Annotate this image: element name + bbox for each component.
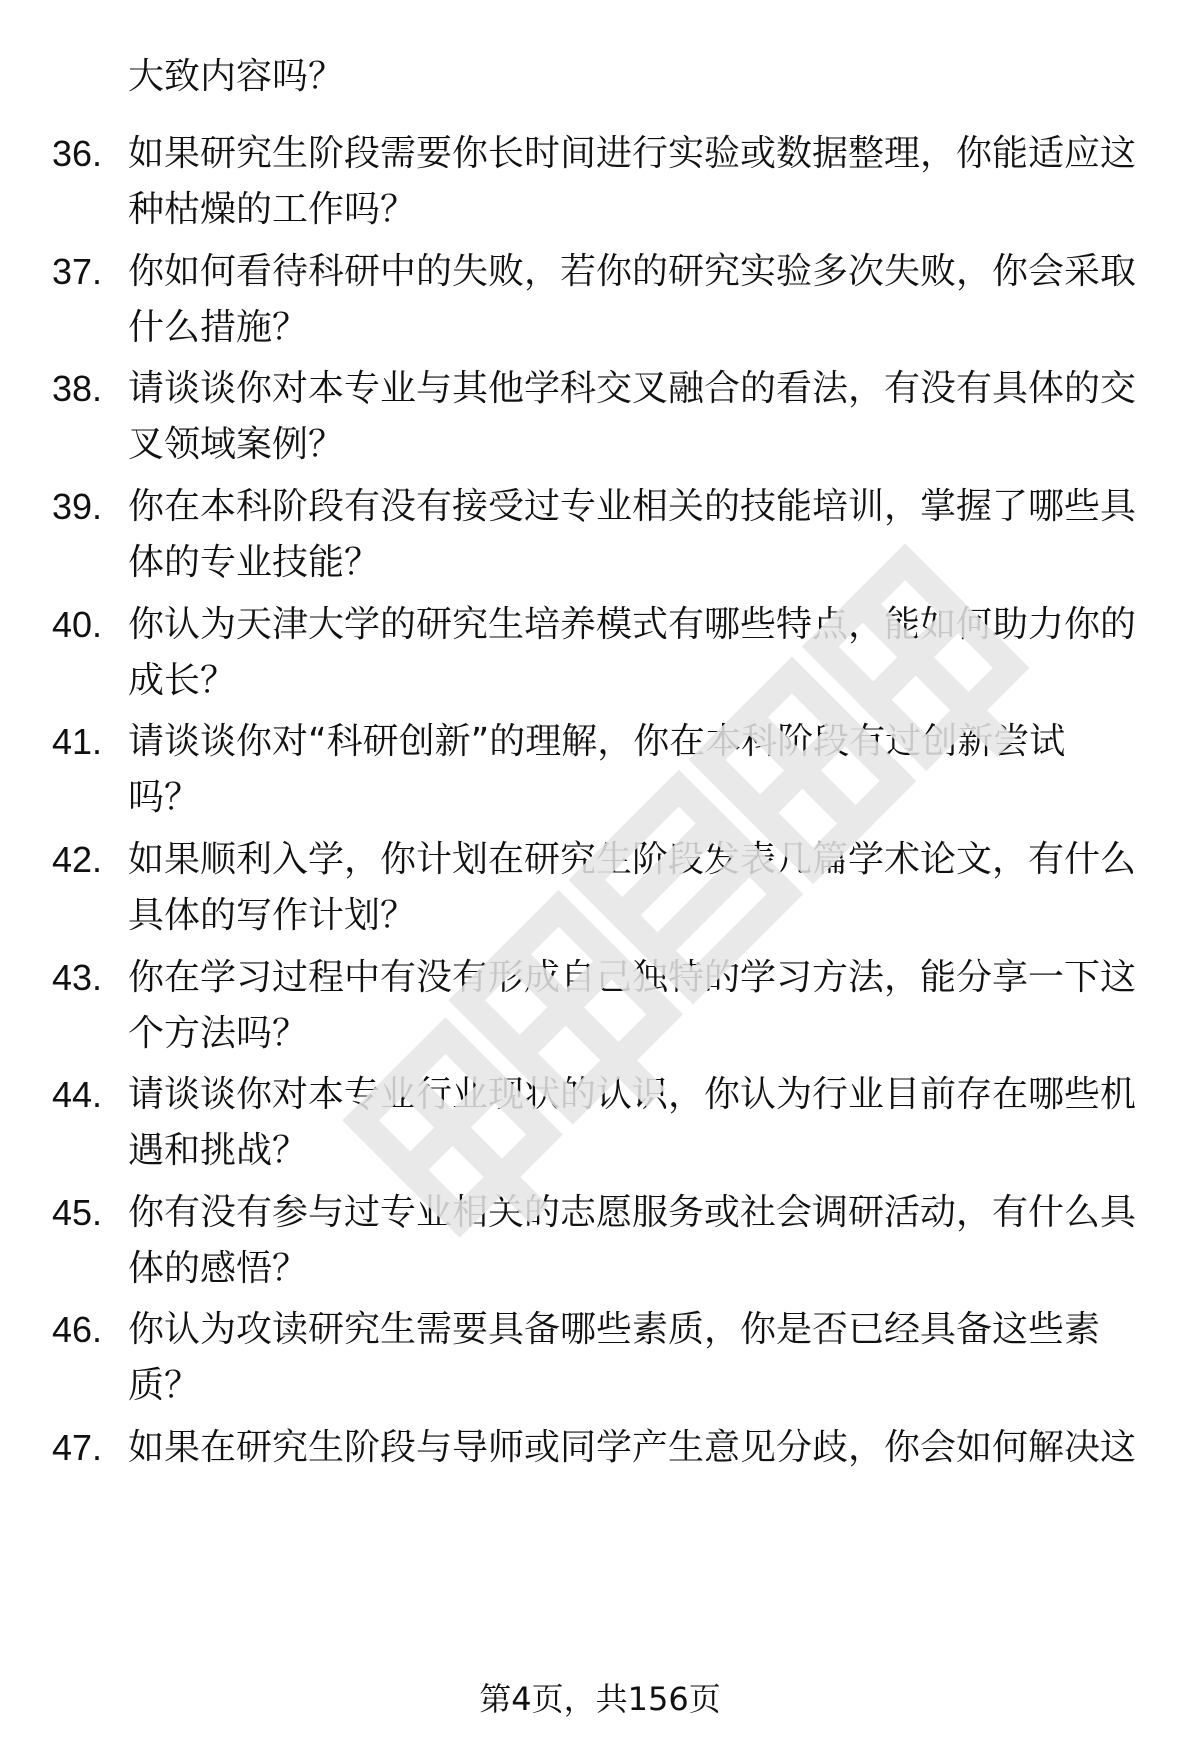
question-text-line: 成长？ [128,660,237,701]
question-text-line: 个方法吗？ [128,1013,309,1054]
question-text-line: 什么措施？ [128,307,309,348]
question-text-line: 你在本科阶段有没有接受过专业相关的技能培训，掌握了哪些具 [128,486,1137,527]
question-text-line: 你认为天津大学的研究生培养模式有哪些特点，能如何助力你的 [128,604,1137,645]
question-text-line: 请谈谈你对本专业行业现状的认识，你认为行业目前存在哪些机 [128,1074,1137,1115]
question-text-line: 如果研究生阶段需要你长时间进行实验或数据整理，你能适应这 [128,133,1137,174]
question-number: 37. [52,251,103,292]
question-number: 44. [52,1074,103,1115]
question-text-line: 大致内容吗？ [128,56,345,97]
question-text-line: 你有没有参与过专业相关的志愿服务或社会调研活动，有什么具 [128,1192,1137,1233]
question-text-line: 吗？ [128,777,201,818]
question-number: 40. [52,604,103,645]
question-text-line: 你在学习过程中有没有形成自己独特的学习方法，能分享一下这 [128,957,1137,998]
question-number: 43. [52,957,103,998]
question-number: 47. [52,1427,103,1468]
question-text-line: 请谈谈你对本专业与其他学科交叉融合的看法，有没有具体的交 [128,368,1137,409]
question-text-line: 遇和挑战？ [128,1130,309,1171]
question-number: 45. [52,1192,103,1233]
question-number: 38. [52,368,103,409]
question-text-line: 体的专业技能？ [128,542,381,583]
question-text-line: 你如何看待科研中的失败，若你的研究实验多次失败，你会采取 [128,251,1137,292]
question-text-line: 质？ [128,1365,201,1406]
question-number: 46. [52,1309,103,1350]
question-number: 41. [52,721,103,762]
question-text-line: 请谈谈你对“科研创新”的理解，你在本科阶段有过创新尝试 [128,721,1066,762]
question-number: 42. [52,839,103,880]
question-text-line: 叉领域案例？ [128,424,345,465]
page-footer: 第4页，共156页 [479,1680,721,1718]
question-text-line: 你认为攻读研究生需要具备哪些素质，你是否已经具备这些素 [128,1309,1101,1350]
question-text-line: 如果顺利入学，你计划在研究生阶段发表几篇学术论文，有什么 [128,839,1137,880]
question-text-line: 种枯燥的工作吗？ [128,189,417,230]
question-text-line: 具体的写作计划？ [128,895,417,936]
question-text-line: 如果在研究生阶段与导师或同学产生意见分歧，你会如何解决这 [128,1427,1137,1468]
question-number: 36. [52,133,103,174]
question-text-line: 体的感悟？ [128,1248,309,1289]
question-number: 39. [52,486,103,527]
